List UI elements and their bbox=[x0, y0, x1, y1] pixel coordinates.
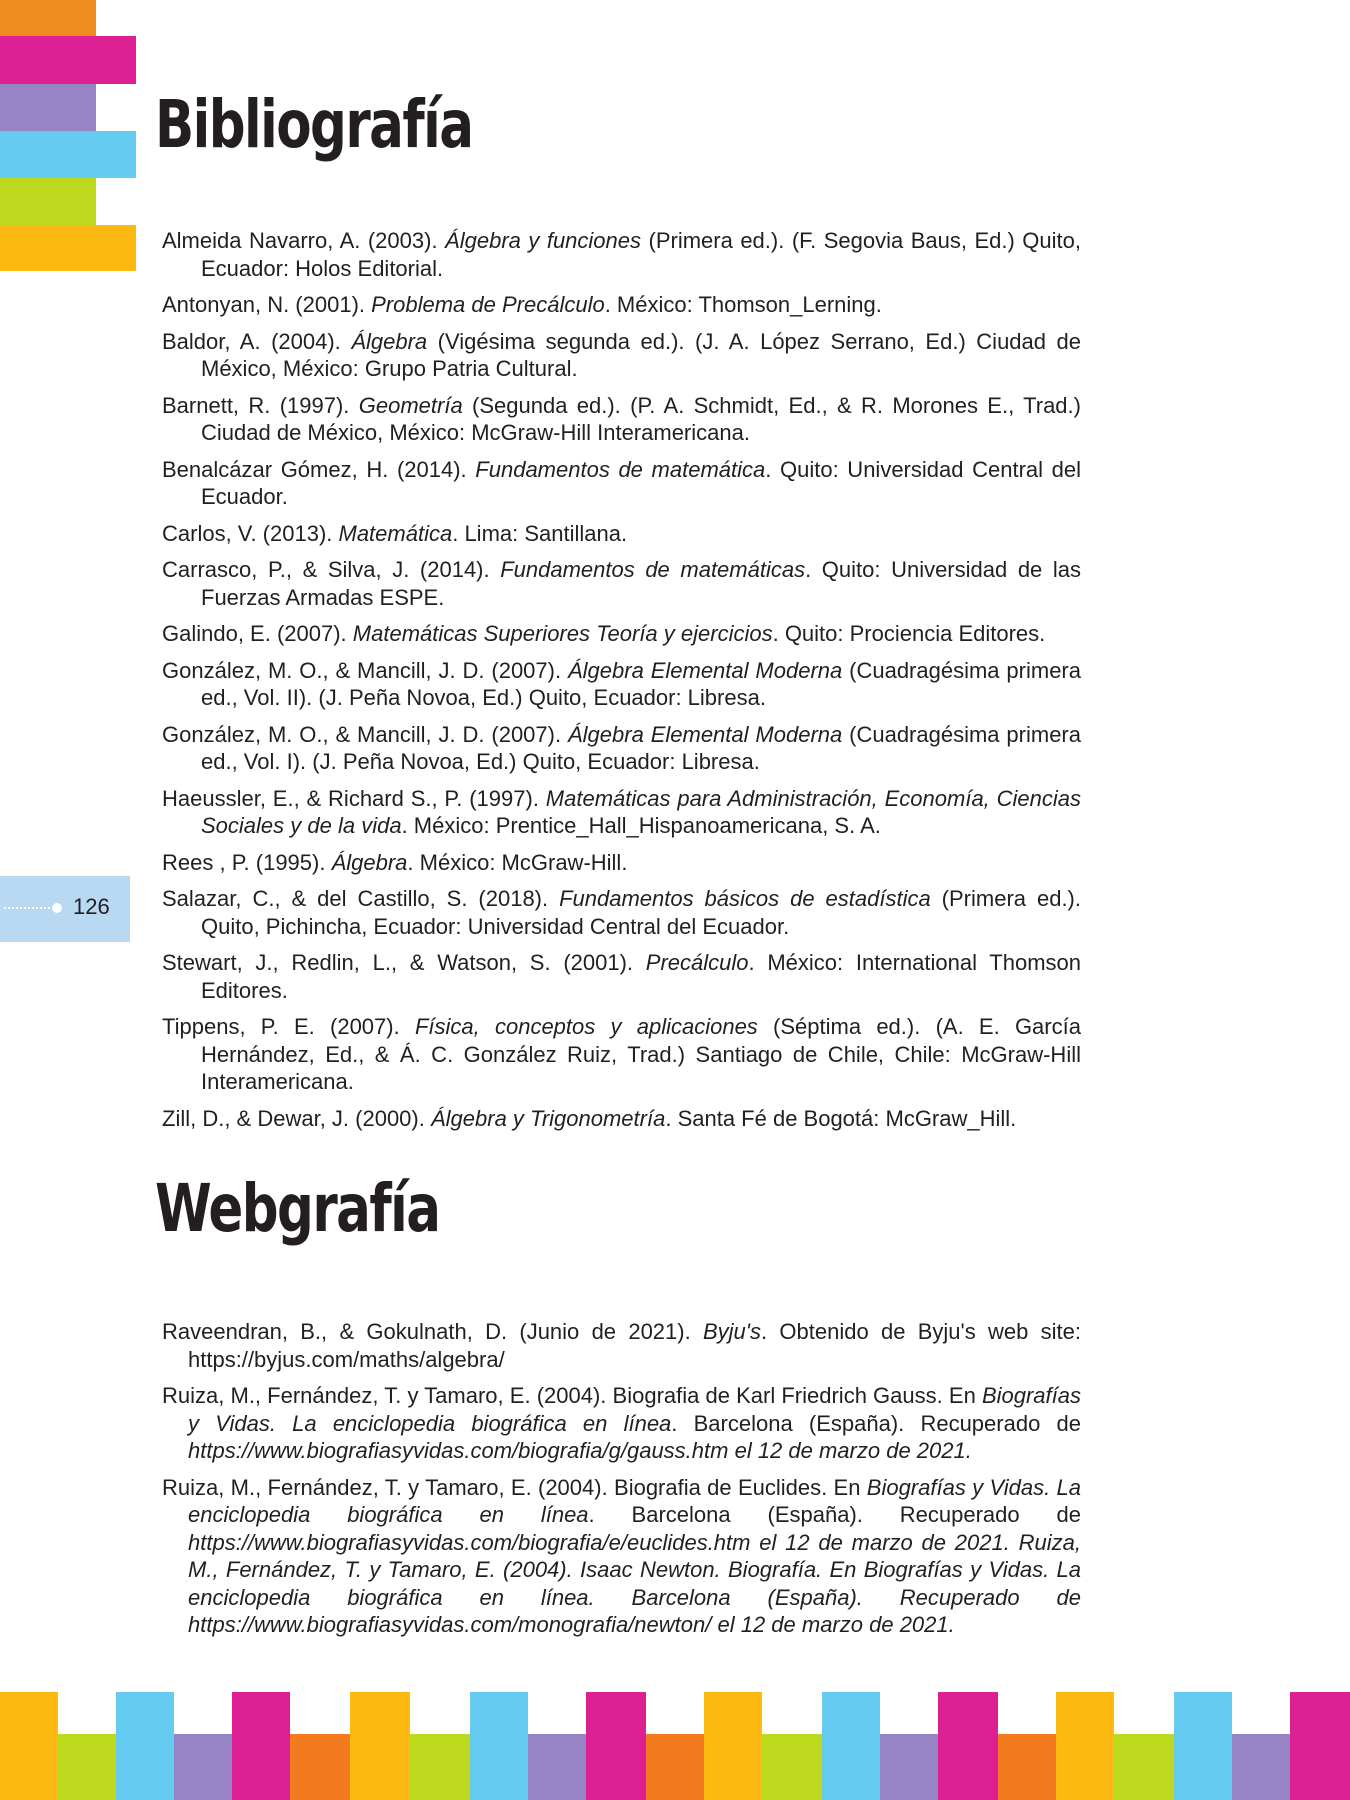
reference-entry: Almeida Navarro, A. (2003). Álgebra y funciones (Primera ed.). (F. Segovia Baus, Ed.) Quito, Ecuador: Holos Editorial. bbox=[162, 228, 1081, 281]
stripe-lavender bbox=[0, 84, 96, 131]
reference-entry: Baldor, A. (2004). Álgebra (Vigésima segunda ed.). (J. A. López Serrano, Ed.) Ciudad de México, México: Grupo Patria Cultural. bbox=[162, 328, 1081, 381]
bar-block bbox=[232, 1692, 290, 1800]
reference-entry: Haeussler, E., & Richard S., P. (1997). Matemáticas para Administración, Economía, Ciencias Sociales y de la vida. México: Prentice_Hall_Hispanoamericana, S. A. bbox=[162, 785, 1081, 838]
reference-entry: González, M. O., & Mancill, J. D. (2007). Álgebra Elemental Moderna (Cuadragésima primera ed., Vol. II). (J. Peña Novoa, Ed.) Quito, Ecuador: Libresa. bbox=[162, 657, 1081, 710]
bar-block bbox=[1114, 1734, 1174, 1800]
reference-entry: Stewart, J., Redlin, L., & Watson, S. (2001). Precálculo. México: International Thomson Editores. bbox=[162, 950, 1082, 1003]
bar-block bbox=[1290, 1692, 1350, 1800]
bar-block bbox=[290, 1734, 350, 1800]
reference-entry: González, M. O., & Mancill, J. D. (2007). Álgebra Elemental Moderna (Cuadragésima primera ed., Vol. I). (J. Peña Novoa, Ed.) Quito, Ecuador: Libresa. bbox=[162, 721, 1081, 774]
bar-block bbox=[58, 1734, 116, 1800]
bar-block bbox=[0, 1692, 58, 1800]
webography-title: Webgrafía bbox=[155, 1170, 440, 1247]
page-number-dot bbox=[52, 903, 62, 913]
page-number-dotted-line bbox=[4, 907, 54, 909]
reference-entry: Tippens, P. E. (2007). Física, conceptos y aplicaciones (Séptima ed.). (A. E. García Hernández, Ed., & Á. C. González Ruiz, Trad.) Santiago de Chile, Chile: McGraw-Hill Interamericana. bbox=[162, 1014, 1081, 1094]
reference-entry: Galindo, E. (2007). Matemáticas Superiores Teoría y ejercicios. Quito: Prociencia Editores. bbox=[162, 621, 1046, 646]
reference-entry: Rees , P. (1995). Álgebra. México: McGraw-Hill. bbox=[162, 849, 628, 875]
bibliography-list bbox=[162, 227, 1081, 1141]
reference-entry: Salazar, C., & del Castillo, S. (2018). Fundamentos básicos de estadística (Primera ed.). Quito, Pichincha, Ecuador: Universidad Central del Ecuador. bbox=[162, 886, 1081, 939]
bar-block bbox=[998, 1734, 1056, 1800]
reference-entry: Carlos, V. (2013). Matemática. Lima: Santillana. bbox=[162, 520, 628, 546]
reference-entry: Antonyan, N. (2001). Problema de Precálculo. México: Thomson_Lerning. bbox=[162, 292, 882, 317]
bar-block bbox=[116, 1692, 174, 1800]
bar-block bbox=[350, 1692, 410, 1800]
webography-list bbox=[162, 1318, 1081, 1648]
bar-block bbox=[646, 1734, 704, 1800]
web-reference-entry: Ruiza, M., Fernández, T. y Tamaro, E. (2004). Biografia de Karl Friedrich Gauss. En Biografías y Vidas. La enciclopedia biográfica en línea. Barcelona (España). Recuperado de https://www.biografiasyvidas.com/biografia/g/gauss.htm el 12 de marzo de 2021. bbox=[162, 1383, 1081, 1463]
stripe-lime bbox=[0, 178, 96, 225]
bar-block bbox=[470, 1692, 528, 1800]
bar-block bbox=[880, 1734, 938, 1800]
decorative-bottom-bar bbox=[0, 1692, 1350, 1800]
bar-block bbox=[1056, 1692, 1114, 1800]
page-number-tab bbox=[0, 876, 130, 942]
bar-block bbox=[410, 1734, 470, 1800]
reference-entry: Barnett, R. (1997). Geometría (Segunda ed.). (P. A. Schmidt, Ed., & R. Morones E., Trad.) Ciudad de México, México: McGraw-Hill Interamericana. bbox=[162, 392, 1081, 445]
bar-block bbox=[1232, 1734, 1290, 1800]
bar-block bbox=[704, 1692, 762, 1800]
bar-block bbox=[1174, 1692, 1232, 1800]
bar-block bbox=[762, 1734, 822, 1800]
web-reference-entry: Raveendran, B., & Gokulnath, D. (Junio de 2021). Byju's. Obtenido de Byju's web site: https://byjus.com/maths/algebra/ bbox=[162, 1319, 1081, 1372]
page-number: 126 bbox=[73, 894, 110, 919]
bar-block bbox=[822, 1692, 880, 1800]
reference-entry: Carrasco, P., & Silva, J. (2014). Fundamentos de matemáticas. Quito: Universidad de las Fuerzas Armadas ESPE. bbox=[162, 557, 1081, 610]
bar-block bbox=[586, 1692, 646, 1800]
reference-entry: Zill, D., & Dewar, J. (2000). Álgebra y Trigonometría. Santa Fé de Bogotá: McGraw_Hill. bbox=[162, 1105, 1017, 1131]
reference-entry: Benalcázar Gómez, H. (2014). Fundamentos de matemática. Quito: Universidad Central del Ecuador. bbox=[162, 456, 1081, 509]
bar-block bbox=[528, 1734, 586, 1800]
stripe-sky bbox=[0, 131, 136, 178]
stripe-yellow bbox=[0, 225, 136, 271]
bar-block bbox=[938, 1692, 998, 1800]
stripe-magenta bbox=[0, 36, 136, 84]
bibliography-title: Bibliografía bbox=[155, 86, 473, 163]
stripe-orange bbox=[0, 0, 96, 36]
bar-block bbox=[174, 1734, 232, 1800]
web-reference-entry: Ruiza, M., Fernández, T. y Tamaro, E. (2004). Biografia de Euclides. En Biografías y Vidas. La enciclopedia biográfica en línea. Barcelona (España). Recuperado de https://www.biografiasyvidas.com/biografia/e/euclides.htm el 12 de marzo de 2021. Ruiza, M., Fernández, T. y Tamaro, E. (2004). Isaac Newton. Biografía. En Biografías y Vidas. La enciclopedia biográfica en línea. Barcelona (España). Recuperado de https://www.biografiasyvidas.com/monografia/newton/ el 12 de marzo de 2021. bbox=[162, 1474, 1081, 1637]
